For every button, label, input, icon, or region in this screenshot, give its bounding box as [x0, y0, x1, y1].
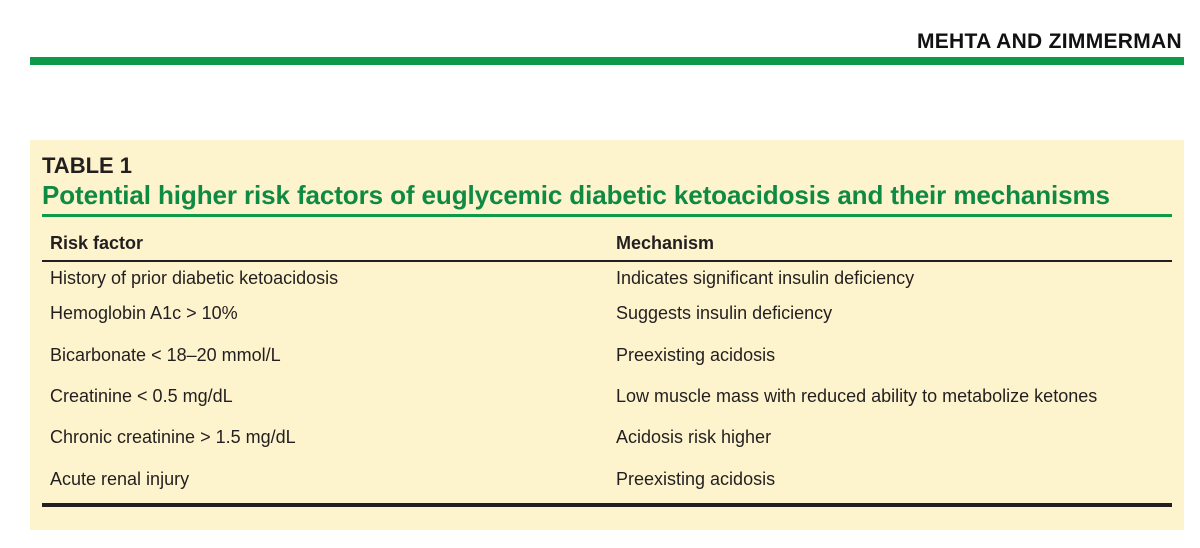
mechanism-cell: Indicates significant insulin deficiency: [616, 268, 915, 288]
table-title: Potential higher risk factors of euglycemic diabetic ketoacidosis and their mechanisms: [42, 180, 1110, 210]
mechanism-cell: Low muscle mass with reduced ability to metabolize ketones: [616, 386, 1098, 406]
running-head: MEHTA AND ZIMMERMAN: [916, 30, 1182, 53]
mechanism-cell: Acidosis risk higher: [616, 427, 772, 447]
mechanism-cell: Preexisting acidosis: [616, 469, 776, 489]
table-panel: [30, 140, 1184, 530]
table-label: TABLE 1: [42, 153, 133, 178]
column-header-mechanism: Mechanism: [616, 233, 715, 253]
title-rule: [42, 214, 1172, 217]
column-header-rule: [42, 260, 1172, 262]
mechanism-cell: Suggests insulin deficiency: [616, 303, 833, 323]
risk-factor-cell: Chronic creatinine > 1.5 mg/dL: [50, 427, 296, 447]
risk-factor-cell: Hemoglobin A1c > 10%: [50, 303, 238, 323]
risk-factor-cell: Creatinine < 0.5 mg/dL: [50, 386, 233, 406]
risk-factor-cell: Acute renal injury: [50, 469, 190, 489]
mechanism-cell: Preexisting acidosis: [616, 345, 776, 365]
risk-factor-cell: History of prior diabetic ketoacidosis: [50, 268, 339, 288]
column-header-risk-factor: Risk factor: [50, 233, 144, 253]
header-green-rule: [30, 57, 1184, 65]
risk-factor-cell: Bicarbonate < 18–20 mmol/L: [50, 345, 281, 365]
table-bottom-rule: [42, 503, 1172, 507]
